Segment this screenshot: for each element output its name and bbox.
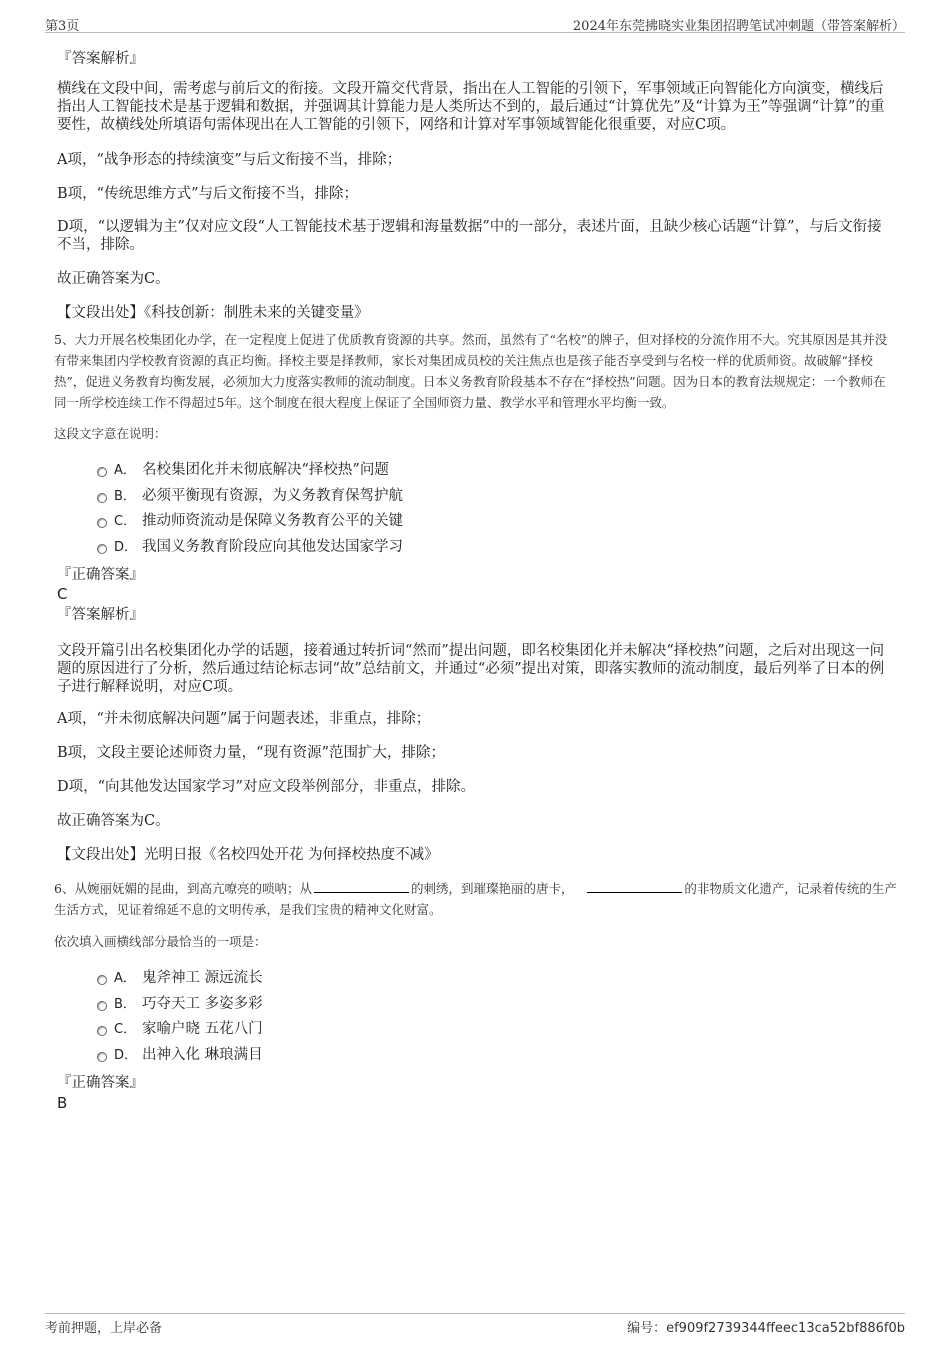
question-6-stem: 6、从婉丽妩媚的昆曲，到高亢嘹亮的唢呐；从 的刺绣，到璀璨艳丽的唐卡， 的非物质文化遗产，记录着传统的生产生活方式，见证着绵延不息的文明传承，是我们宝贵的精神文化财富。 (54, 881, 897, 917)
analysis-point-b: B项，“传统思维方式”与后文衔接不当，排除； (57, 186, 358, 202)
source-citation: 【文段出处】《科技创新：制胜未来的关键变量》 (57, 305, 369, 321)
conclusion: 故正确答案为C。 (57, 813, 170, 829)
correct-answer: C (57, 585, 68, 603)
analysis-point-d: D项，“以逻辑为主”仅对应文段“人工智能技术基于逻辑和海量数据”中的一部分，表述片面，且缺少核心话题“计算”，与后文衔接不当，排除。 (57, 219, 882, 253)
radio-icon[interactable] (97, 1052, 107, 1062)
page-footer (45, 1313, 905, 1336)
radio-icon[interactable] (97, 518, 107, 528)
analysis-tag: 『答案解析』 (57, 51, 144, 67)
option-b[interactable]: B． 必须平衡现有资源，为义务教育保驾护航 (57, 484, 403, 510)
correct-answer: B (57, 1094, 68, 1112)
option-a[interactable]: A． 名校集团化并未彻底解决“择校热”问题 (57, 458, 403, 484)
radio-icon[interactable] (97, 493, 107, 503)
conclusion: 故正确答案为C。 (57, 271, 170, 287)
radio-icon[interactable] (97, 1001, 107, 1011)
correct-answer-tag: 『正确答案』 (57, 567, 144, 583)
option-c[interactable]: C． 家喻户晓 五花八门 (57, 1017, 263, 1043)
radio-icon[interactable] (97, 975, 107, 985)
correct-answer-tag: 『正确答案』 (57, 1075, 144, 1091)
page-number: 第3页 (45, 19, 80, 34)
fill-blank (587, 880, 682, 893)
radio-icon[interactable] (97, 1026, 107, 1036)
option-b[interactable]: B． 巧夺天工 多姿多彩 (57, 992, 263, 1018)
question-5-prompt: 这段文字意在说明： (54, 426, 167, 441)
option-c[interactable]: C． 推动师资流动是保障义务教育公平的关键 (57, 509, 403, 535)
analysis-point-a: A项，“并未彻底解决问题”属于问题表述，非重点，排除； (57, 711, 431, 727)
analysis-point-a: A项，“战争形态的持续演变”与后文衔接不当，排除； (57, 152, 402, 168)
option-a[interactable]: A． 鬼斧神工 源远流长 (57, 966, 263, 992)
option-d[interactable]: D． 出神入化 琳琅满目 (57, 1043, 263, 1069)
footer-slogan: 考前押题，上岸必备 (45, 1321, 163, 1336)
analysis-tag: 『答案解析』 (57, 607, 144, 623)
radio-icon[interactable] (97, 544, 107, 554)
question-5-options (57, 458, 403, 560)
question-6-prompt: 依次填入画横线部分最恰当的一项是： (54, 934, 267, 949)
question-5-stem: 5、大力开展名校集团化办学，在一定程度上促进了优质教育资源的共享。然而，虽然有了“名校”的牌子，但对择校的分流作用不大。究其原因是其并没有带来集团内学校教育资源的真正均衡。择校主要是择教师，家长对集团成员校的关注焦点也是孩子能否享受到与名校一样的优质师资。故破解“择校热”，促进义务教育均衡发展，必须加大力度落实教师的流动制度。日本义务教育阶段基本不存在“择校热”问题。因为日本的教育法规规定：一个教师在同一所学校连续工作不得超过5年。这个制度在很大程度上保证了全国师资力量、教学水平和管理水平均衡一致。 (54, 332, 888, 410)
question-6-options (57, 966, 263, 1068)
source-citation: 【文段出处】光明日报《名校四处开花 为何择校热度不减》 (57, 847, 439, 863)
page-header (45, 12, 905, 33)
document-code: 编号：ef909f2739344ffeec13ca52bf886f0b (627, 1321, 905, 1336)
radio-icon[interactable] (97, 467, 107, 477)
analysis-point-d: D项，“向其他发达国家学习”对应文段举例部分，非重点，排除。 (57, 779, 475, 795)
analysis-text: 横线在文段中间，需考虑与前后文的衔接。文段开篇交代背景，指出在人工智能的引领下，军事领域正向智能化方向演变，横线后指出人工智能技术是基于逻辑和数据，并强调其计算能力是人类所达不到的，最后通过“计算优先”及“计算为王”等强调“计算”的重要性，故横线处所填语句需体现出在人工智能的引领下，网络和计算对军事领域智能化很重要，对应C项。 (57, 81, 885, 133)
document-title: 2024年东莞拂晓实业集团招聘笔试冲刺题（带答案解析） (572, 19, 905, 34)
fill-blank (314, 880, 409, 893)
analysis-text: 文段开篇引出名校集团化办学的话题，接着通过转折词“然而”提出问题，即名校集团化并未解决“择校热”问题，之后对出现这一问题的原因进行了分析，然后通过结论标志词“故”总结前文，并通过“必须”提出对策，即落实教师的流动制度，最后列举了日本的例子进行解释说明，对应C项。 (57, 643, 885, 695)
analysis-point-b: B项，文段主要论述师资力量，“现有资源”范围扩大，排除； (57, 745, 445, 761)
option-d[interactable]: D． 我国义务教育阶段应向其他发达国家学习 (57, 535, 403, 561)
